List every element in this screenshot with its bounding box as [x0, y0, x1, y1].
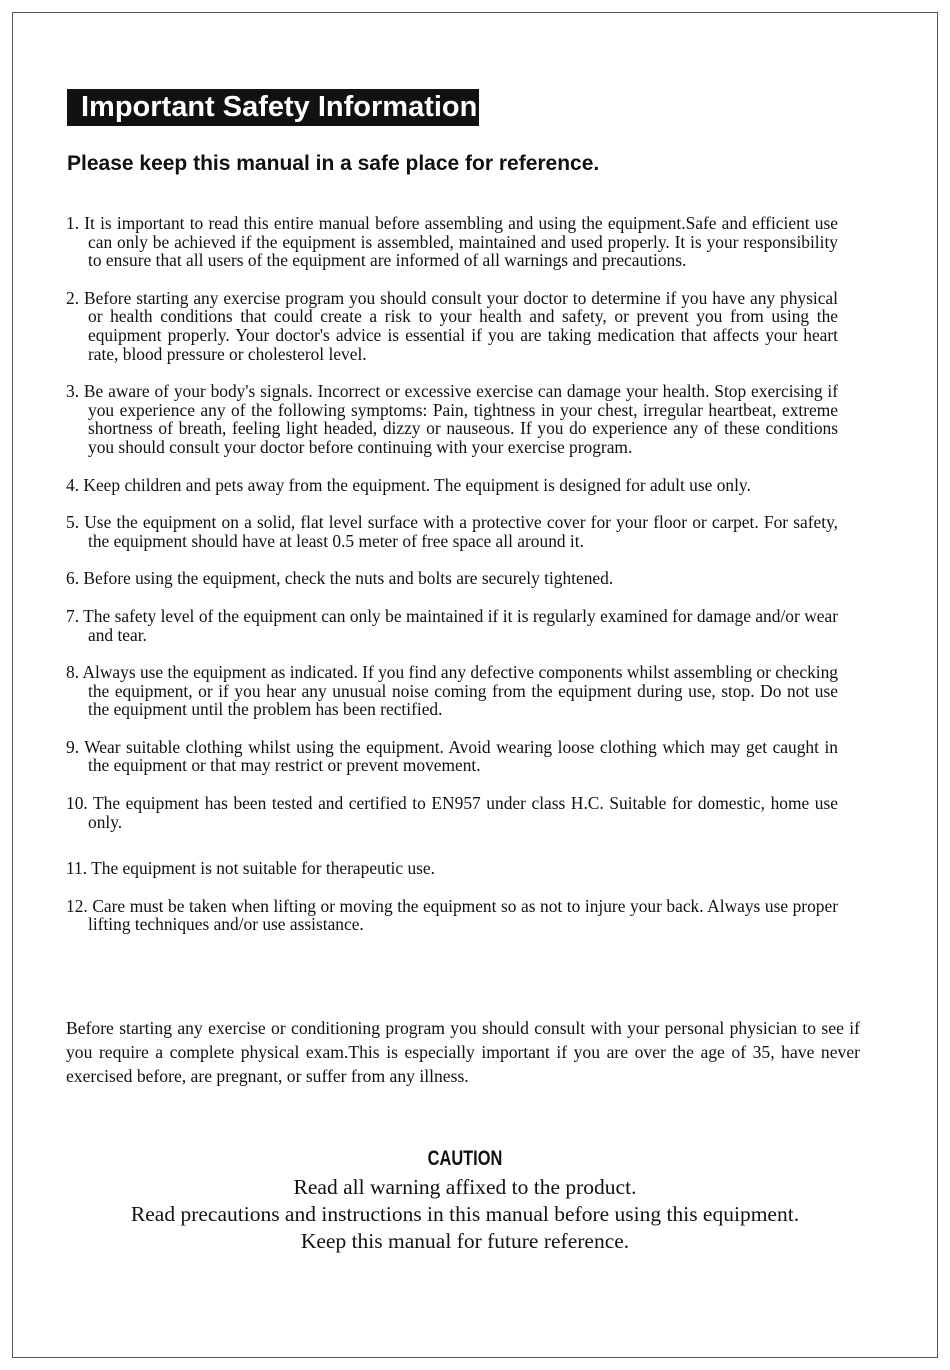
item-number: 4. [66, 474, 80, 495]
item-text: The equipment is not suitable for therapeutic use. [91, 858, 435, 879]
list-item [66, 794, 838, 831]
item-text: It is important to read this entire manual before assembling and using the equipment.Safe and efficient use can only be achieved if the equipment is assembled, maintained and used properly. It is your responsibility to ensure that all users of the equipment are informed of all warnings and precautions. [84, 213, 838, 271]
caution-line: Read precautions and instructions in this manual before using this equipment. [130, 1202, 800, 1226]
item-text: Wear suitable clothing whilst using the equipment. Avoid wearing loose clothing which may get caught in the equipment or that may restrict or prevent movement. [84, 736, 838, 776]
item-number: 8. [66, 662, 80, 683]
item-text: Care must be taken when lifting or moving the equipment so as not to injure your back. Always use proper lifting techniques and/or use assistance. [88, 895, 838, 935]
item-text: Before using the equipment, check the nuts and bolts are securely tightened. [83, 568, 614, 589]
item-number: 5. [66, 512, 80, 533]
item-text: Be aware of your body's signals. Incorrect or excessive exercise can damage your health. Stop exercising if you experience any of the following symptoms: Pain, tightness in your chest, irregular heartbeat, extreme shortness of breath, feeling light headed, dizzy or nauseous. If you do experience any of these conditions you should consult your doctor before continuing with your exercise program. [83, 381, 838, 457]
item-text: The safety level of the equipment can only be maintained if it is regularly examined for damage and/or wear and tear. [83, 605, 838, 645]
item-number: 10. [66, 793, 88, 814]
page-subtitle: Please keep this manual in a safe place for reference. [67, 152, 600, 175]
item-number: 6. [66, 568, 80, 589]
list-item [66, 289, 838, 363]
item-text: Before starting any exercise program you should consult your doctor to determine if you have any physical or health conditions that could create a risk to your health and safety, or prevent you from using the equipment properly. Your doctor's advice is essential if you are taking medication that affects your heart rate, blood pressure or cholesterol level. [83, 287, 838, 364]
page-title: Important Safety Information [67, 89, 479, 126]
list-item [66, 214, 838, 270]
list-item [66, 738, 838, 775]
caution-line: Keep this manual for future reference. [300, 1229, 630, 1253]
item-number: 2. [66, 287, 80, 308]
list-item [66, 663, 838, 719]
list-item [66, 382, 838, 456]
list-item [66, 476, 838, 495]
item-number: 3. [66, 381, 80, 402]
list-item [66, 569, 838, 588]
item-text: Use the equipment on a solid, flat level surface with a protective cover for your floor or carpet. For safety, the equipment should have at least 0.5 meter of free space all around it. [84, 512, 838, 551]
list-item [66, 513, 838, 550]
item-number: 11. [66, 858, 88, 879]
caution-heading: CAUTION [427, 1147, 503, 1170]
item-text: The equipment has been tested and certified to EN957 under class H.C. Suitable for domestic, home use only. [88, 793, 838, 832]
caution-line: Read all warning affixed to the product. [293, 1175, 637, 1199]
list-item [66, 607, 838, 644]
safety-list [66, 214, 838, 934]
item-text: Always use the equipment as indicated. If you find any defective components whilst assembling or checking the equipment, or if you hear any unusual noise coming from the equipment during use, stop. Do not use the equipment until the problem has been rectified. [82, 662, 838, 720]
list-item [66, 859, 838, 878]
list-item [66, 897, 838, 934]
item-number: 12. [66, 895, 88, 916]
item-text: Keep children and pets away from the equipment. The equipment is designed for adult use only. [83, 474, 751, 495]
item-number: 1. [66, 213, 80, 233]
item-number: 7. [66, 605, 80, 626]
consult-physician-paragraph: Before starting any exercise or conditioning program you should consult with your personal physician to see if you require a complete physical exam.This is especially important if you are over the age of 35, have never exercised before, are pregnant, or suffer from any illness. [66, 1018, 860, 1086]
item-number: 9. [66, 736, 80, 757]
caution-block [0, 1174, 930, 1255]
